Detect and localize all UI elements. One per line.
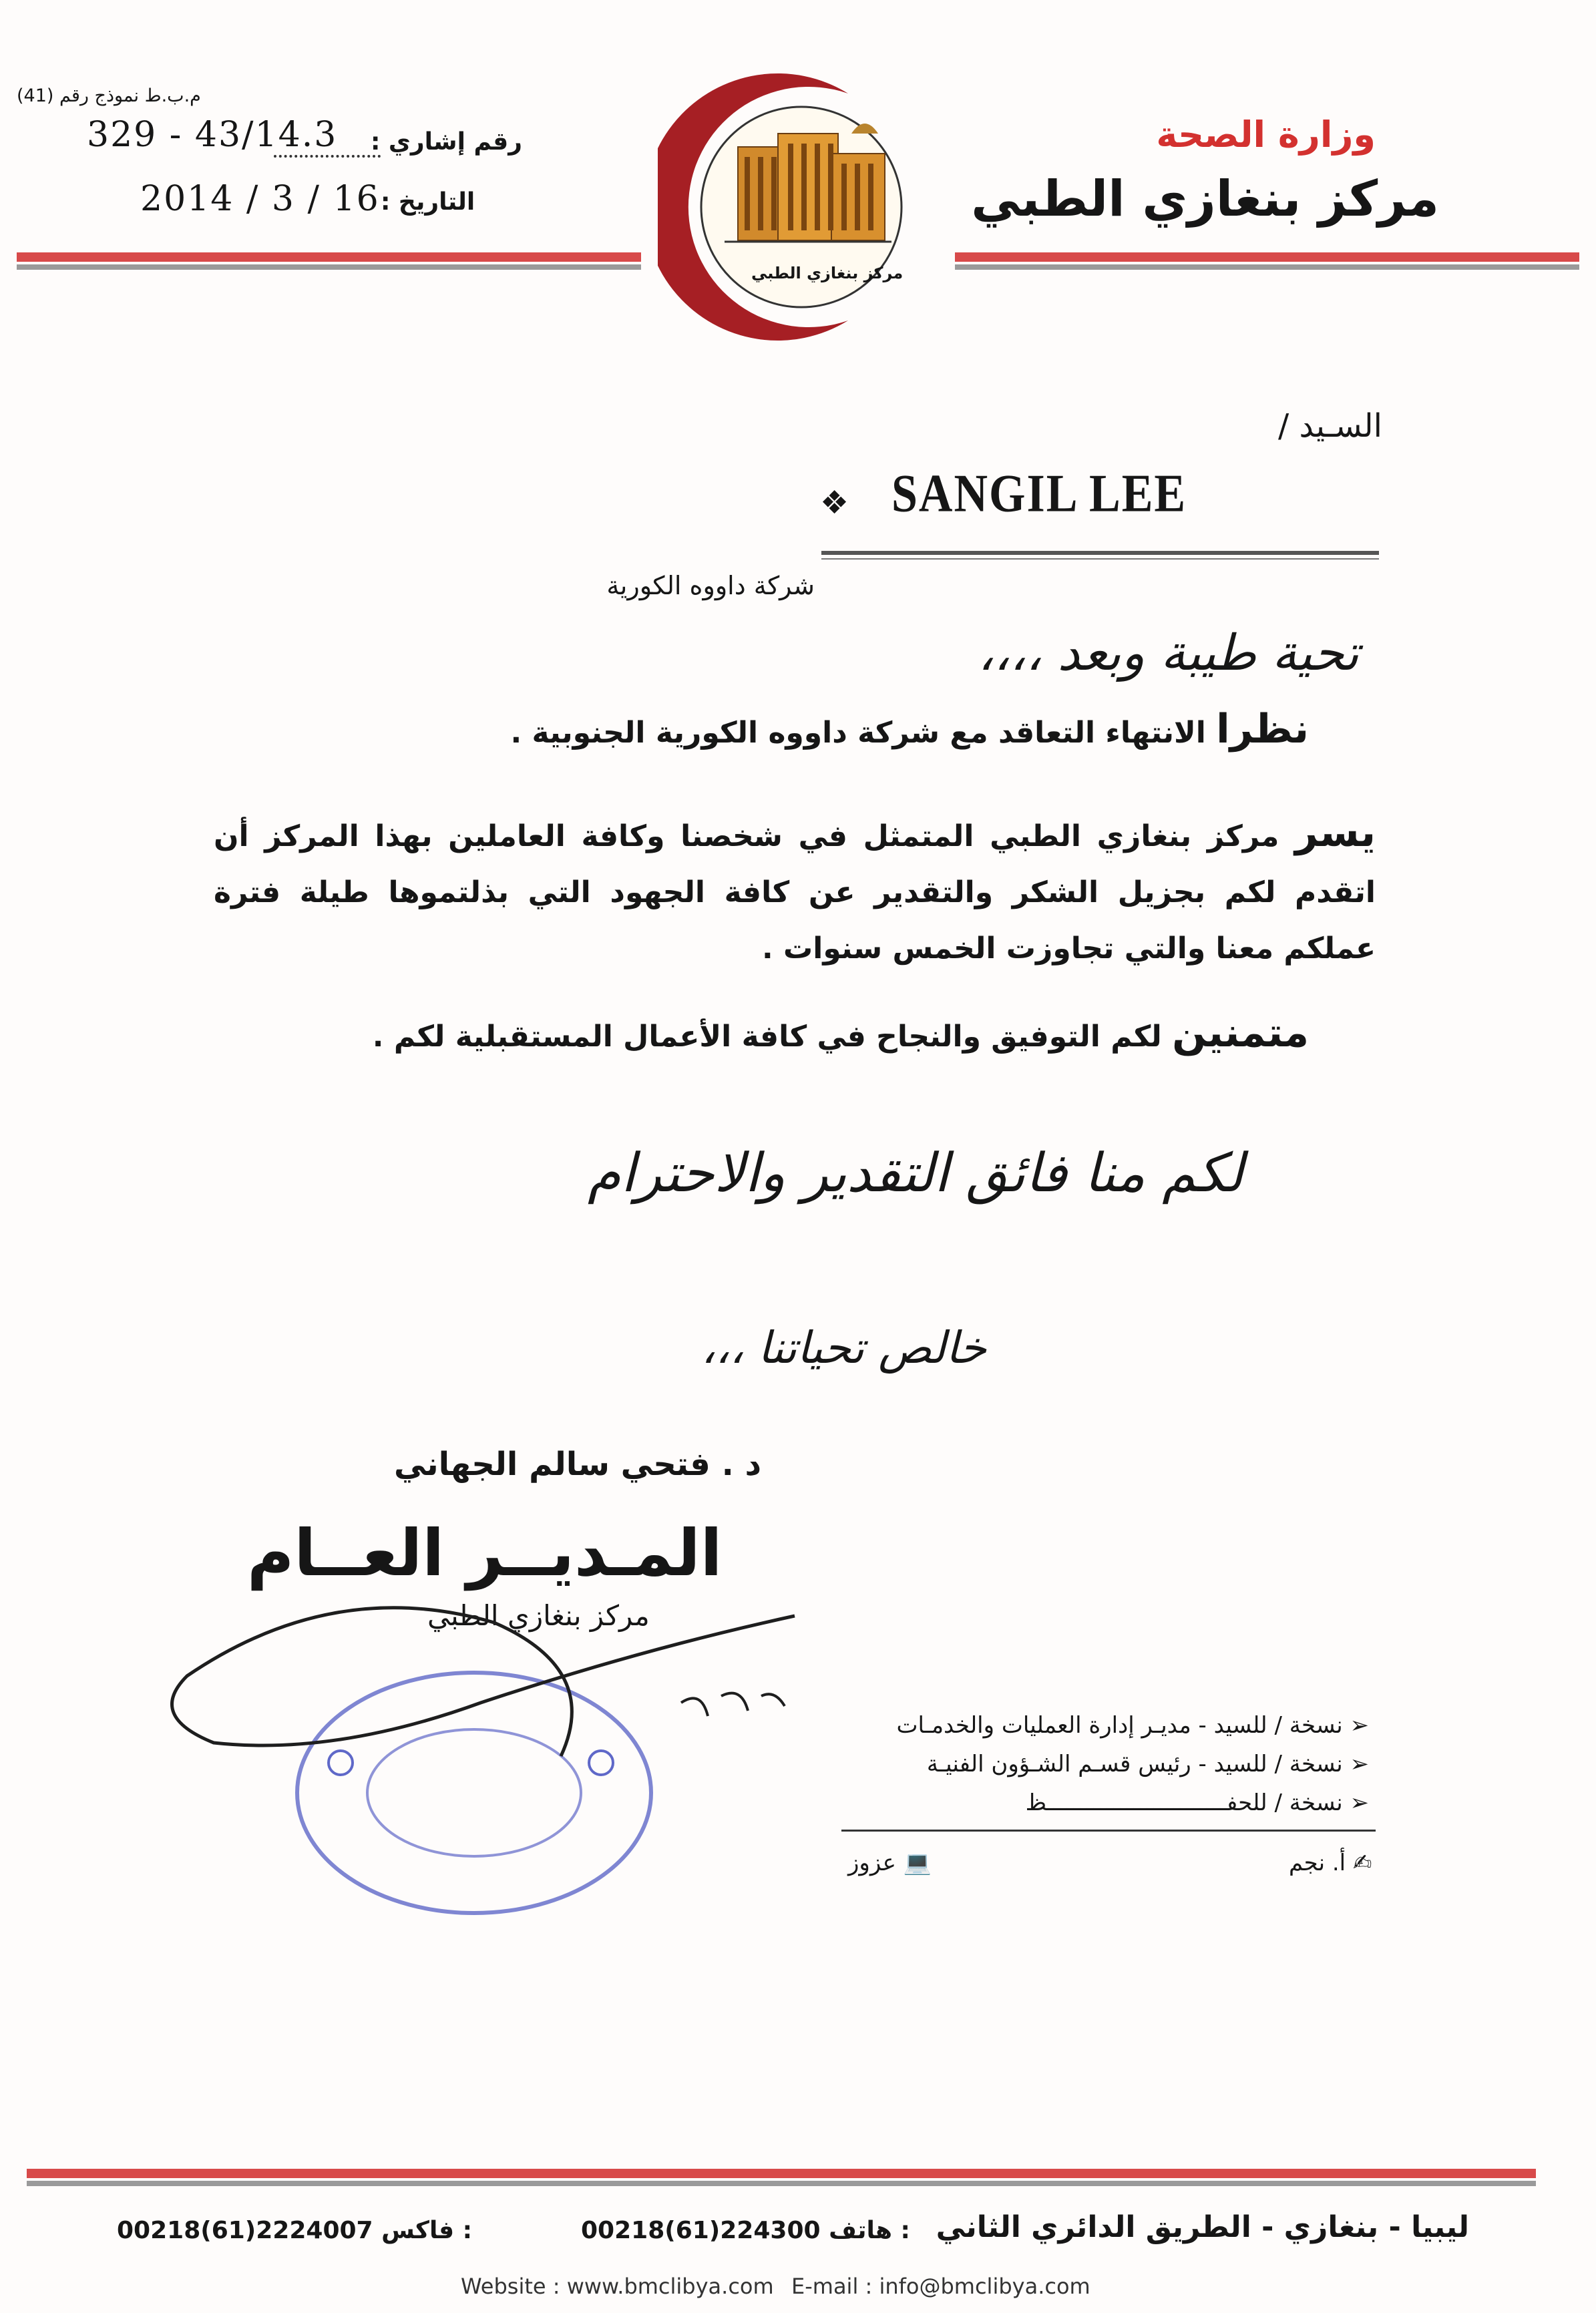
date-value: 2014 / 3 / 16 xyxy=(140,179,380,219)
paragraph-1 xyxy=(227,701,1309,761)
form-number: م.ب.ط نموذج رقم (41) xyxy=(17,85,201,106)
center-logo xyxy=(658,67,938,347)
paragraph-3-text: لكم التوفيق والنجاح في كافة الأعمال المستقبلية لكم . xyxy=(372,1020,1173,1054)
footer-email: E-mail : info@bmclibya.com xyxy=(791,2274,1090,2299)
paragraph-1-text: الانتهاء التعاقد مع شركة داووه الكورية الجنوبية . xyxy=(510,716,1217,750)
header-band-right-grey xyxy=(955,264,1579,270)
paragraph-1-lead: نظرا xyxy=(1216,706,1309,753)
reference-label: رقم إشاري : xyxy=(371,128,522,156)
paragraph-3 xyxy=(227,1005,1309,1065)
footer-band xyxy=(27,2169,1536,2178)
pen-icon: ✍ xyxy=(1352,1850,1372,1876)
closing-line: لكم منا فائق التقدير والاحترام xyxy=(588,1142,1244,1204)
center-name: مركز بنغازي الطبي xyxy=(971,170,1439,228)
header-band-left xyxy=(17,252,641,262)
signer-title: المـديــر العــام xyxy=(247,1516,723,1591)
header-band-right xyxy=(955,252,1579,262)
recipient-underline-thin xyxy=(821,558,1379,560)
copy-item: ➢ نسخة / للسيد - رئيس قسـم الشـؤون الفنيـة xyxy=(926,1751,1369,1777)
paragraph-2-text: مركز بنغازي الطبي المتمثل في شخصنا وكافة العاملين بهذا المركز أن اتقدم لكم بجزيل الشكر والتقدير عن كافة الجهود التي بذلتموها طيلة فترة عملكم معنا والتي تجاوزت الخمس سنوات . xyxy=(214,819,1376,966)
header-band-left-grey xyxy=(17,264,641,270)
footer-phone: 00218(61)224300 هاتف : xyxy=(581,2217,910,2244)
copy-item: ➢ نسخة / للسيد - مديـر إدارة العمليات والخدمـات xyxy=(896,1712,1369,1739)
paragraph-2-lead: يسر xyxy=(1295,809,1376,856)
copies-divider xyxy=(841,1830,1376,1832)
footer-band-grey xyxy=(27,2181,1536,2186)
recipient-underline xyxy=(821,551,1379,555)
ministry-name: وزارة الصحة xyxy=(1156,114,1376,156)
copy-item: ➢ نسخة / للحفـــــــــــــــــــــــــــظ xyxy=(1025,1790,1369,1816)
recipient-name: SANGIL LEE xyxy=(891,464,1187,523)
handwritten-signature xyxy=(134,1536,801,1769)
footer-address: ليبيا - بنغازي - الطريق الدائري الثاني xyxy=(936,2210,1469,2244)
date-label: التاريخ : xyxy=(381,188,475,216)
paragraph-3-lead: متمنين xyxy=(1172,1010,1309,1056)
paragraph-2 xyxy=(214,805,1376,977)
footer-website: Website : www.bmclibya.com xyxy=(461,2274,774,2299)
reference-number: 329 - 43/14.3 xyxy=(87,115,338,155)
greeting: تحية طيبة وبعد ،،،، xyxy=(978,624,1359,682)
typist-initials: 💻 عزوز xyxy=(848,1850,932,1876)
computer-icon: 💻 xyxy=(903,1850,932,1876)
clerk-initials: ✍ أ. نجم xyxy=(1289,1850,1372,1876)
bullet-diamond-icon: ❖ xyxy=(820,484,849,521)
copies-list xyxy=(896,1706,1369,1822)
footer-fax: 00218(61)2224007 فاكس : xyxy=(117,2217,472,2244)
signer-name: د . فتحي سالم الجهاني xyxy=(394,1446,762,1483)
logo-caption: مركز بنغازي الطبي xyxy=(751,264,904,282)
salutation: السـيد / xyxy=(1278,407,1382,445)
regards-line: خالص تحياتنا ،،، xyxy=(701,1322,987,1374)
signer-organization: مركز بنغازي الطبي xyxy=(427,1599,650,1632)
recipient-company: شركة داووه الكورية xyxy=(606,571,815,600)
reference-dotted-line xyxy=(274,155,381,158)
